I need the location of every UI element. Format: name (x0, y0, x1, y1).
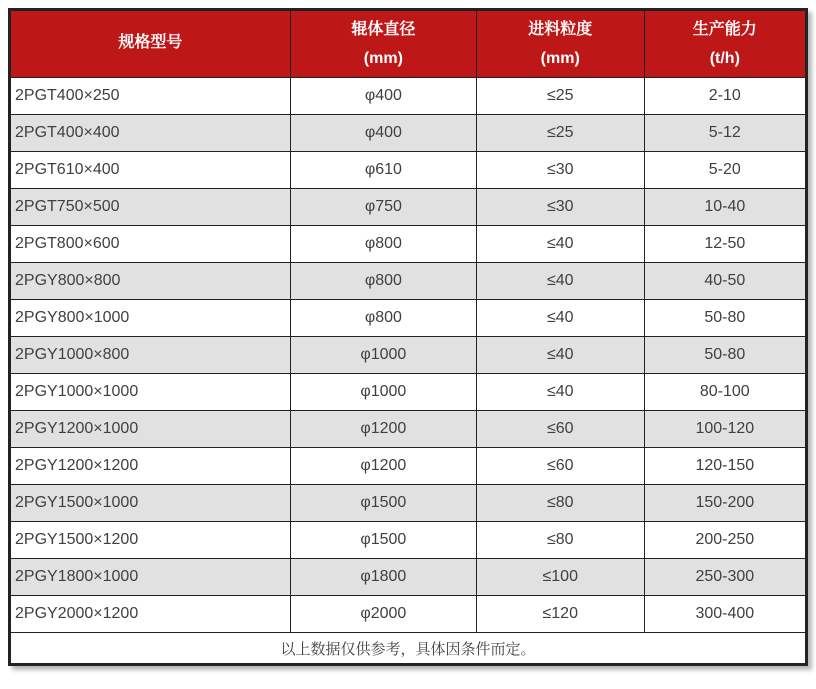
model-cell: 2PGY1500×1200 (11, 522, 291, 559)
table-row (11, 300, 806, 337)
table-row (11, 522, 806, 559)
model-cell: 2PGT750×500 (11, 189, 291, 226)
roller-diameter-cell: φ750 (290, 189, 476, 226)
header-model-title: 规格型号 (118, 33, 183, 51)
table-row (11, 226, 806, 263)
capacity-cell: 40-50 (644, 263, 805, 300)
model-cell: 2PGY800×800 (11, 263, 291, 300)
capacity-cell: 10-40 (644, 189, 805, 226)
table-row (11, 374, 806, 411)
capacity-cell: 120-150 (644, 448, 805, 485)
roller-diameter-cell: φ1200 (290, 411, 476, 448)
header-row (11, 11, 806, 78)
header-feed-size-title: 进料粒度 (528, 20, 593, 38)
capacity-cell: 100-120 (644, 411, 805, 448)
feed-size-cell: ≤30 (476, 152, 644, 189)
model-cell: 2PGY1500×1000 (11, 485, 291, 522)
model-cell: 2PGY1200×1000 (11, 411, 291, 448)
spec-table (10, 10, 806, 664)
header-capacity-title: 生产能力 (692, 20, 757, 38)
header-feed-size-unit: (mm) (540, 49, 580, 67)
table-row (11, 485, 806, 522)
header-roller-diameter (290, 11, 476, 78)
feed-size-cell: ≤80 (476, 522, 644, 559)
model-cell: 2PGT800×600 (11, 226, 291, 263)
table-row (11, 411, 806, 448)
table-row (11, 263, 806, 300)
table-row (11, 189, 806, 226)
model-cell: 2PGY1000×800 (11, 337, 291, 374)
header-feed-size (476, 11, 644, 78)
roller-diameter-cell: φ610 (290, 152, 476, 189)
model-cell: 2PGY2000×1200 (11, 596, 291, 633)
roller-diameter-cell: φ400 (290, 78, 476, 115)
table-row (11, 448, 806, 485)
model-cell: 2PGY1200×1200 (11, 448, 291, 485)
capacity-cell: 5-20 (644, 152, 805, 189)
model-cell: 2PGT400×250 (11, 78, 291, 115)
capacity-cell: 250-300 (644, 559, 805, 596)
header-roller-diameter-title: 辊体直径 (351, 20, 416, 38)
feed-size-cell: ≤40 (476, 300, 644, 337)
model-cell: 2PGY1800×1000 (11, 559, 291, 596)
feed-size-cell: ≤40 (476, 374, 644, 411)
table-row (11, 559, 806, 596)
table-row (11, 596, 806, 633)
model-cell: 2PGT400×400 (11, 115, 291, 152)
roller-diameter-cell: φ800 (290, 226, 476, 263)
feed-size-cell: ≤40 (476, 263, 644, 300)
capacity-cell: 5-12 (644, 115, 805, 152)
capacity-cell: 300-400 (644, 596, 805, 633)
header-capacity-unit: (t/h) (709, 49, 740, 67)
model-cell: 2PGT610×400 (11, 152, 291, 189)
roller-diameter-cell: φ2000 (290, 596, 476, 633)
feed-size-cell: ≤120 (476, 596, 644, 633)
roller-diameter-cell: φ800 (290, 300, 476, 337)
footnote: 以上数据仅供参考，具体因条件而定。 (11, 633, 806, 664)
table-row (11, 115, 806, 152)
feed-size-cell: ≤40 (476, 337, 644, 374)
model-cell: 2PGY800×1000 (11, 300, 291, 337)
capacity-cell: 12-50 (644, 226, 805, 263)
feed-size-cell: ≤60 (476, 411, 644, 448)
header-capacity (644, 11, 805, 78)
feed-size-cell: ≤25 (476, 115, 644, 152)
roller-diameter-cell: φ1200 (290, 448, 476, 485)
table-row (11, 152, 806, 189)
footnote-row (11, 633, 806, 664)
capacity-cell: 150-200 (644, 485, 805, 522)
header-roller-diameter-unit: (mm) (363, 49, 403, 67)
roller-diameter-cell: φ1500 (290, 485, 476, 522)
roller-diameter-cell: φ400 (290, 115, 476, 152)
capacity-cell: 50-80 (644, 337, 805, 374)
feed-size-cell: ≤40 (476, 226, 644, 263)
roller-diameter-cell: φ800 (290, 263, 476, 300)
spec-table-container (8, 8, 808, 666)
table-row (11, 337, 806, 374)
roller-diameter-cell: φ1000 (290, 337, 476, 374)
feed-size-cell: ≤60 (476, 448, 644, 485)
table-body (11, 78, 806, 633)
feed-size-cell: ≤30 (476, 189, 644, 226)
feed-size-cell: ≤80 (476, 485, 644, 522)
header-model (11, 11, 291, 78)
table-row (11, 78, 806, 115)
feed-size-cell: ≤25 (476, 78, 644, 115)
capacity-cell: 200-250 (644, 522, 805, 559)
capacity-cell: 2-10 (644, 78, 805, 115)
capacity-cell: 80-100 (644, 374, 805, 411)
roller-diameter-cell: φ1500 (290, 522, 476, 559)
roller-diameter-cell: φ1000 (290, 374, 476, 411)
capacity-cell: 50-80 (644, 300, 805, 337)
feed-size-cell: ≤100 (476, 559, 644, 596)
model-cell: 2PGY1000×1000 (11, 374, 291, 411)
roller-diameter-cell: φ1800 (290, 559, 476, 596)
